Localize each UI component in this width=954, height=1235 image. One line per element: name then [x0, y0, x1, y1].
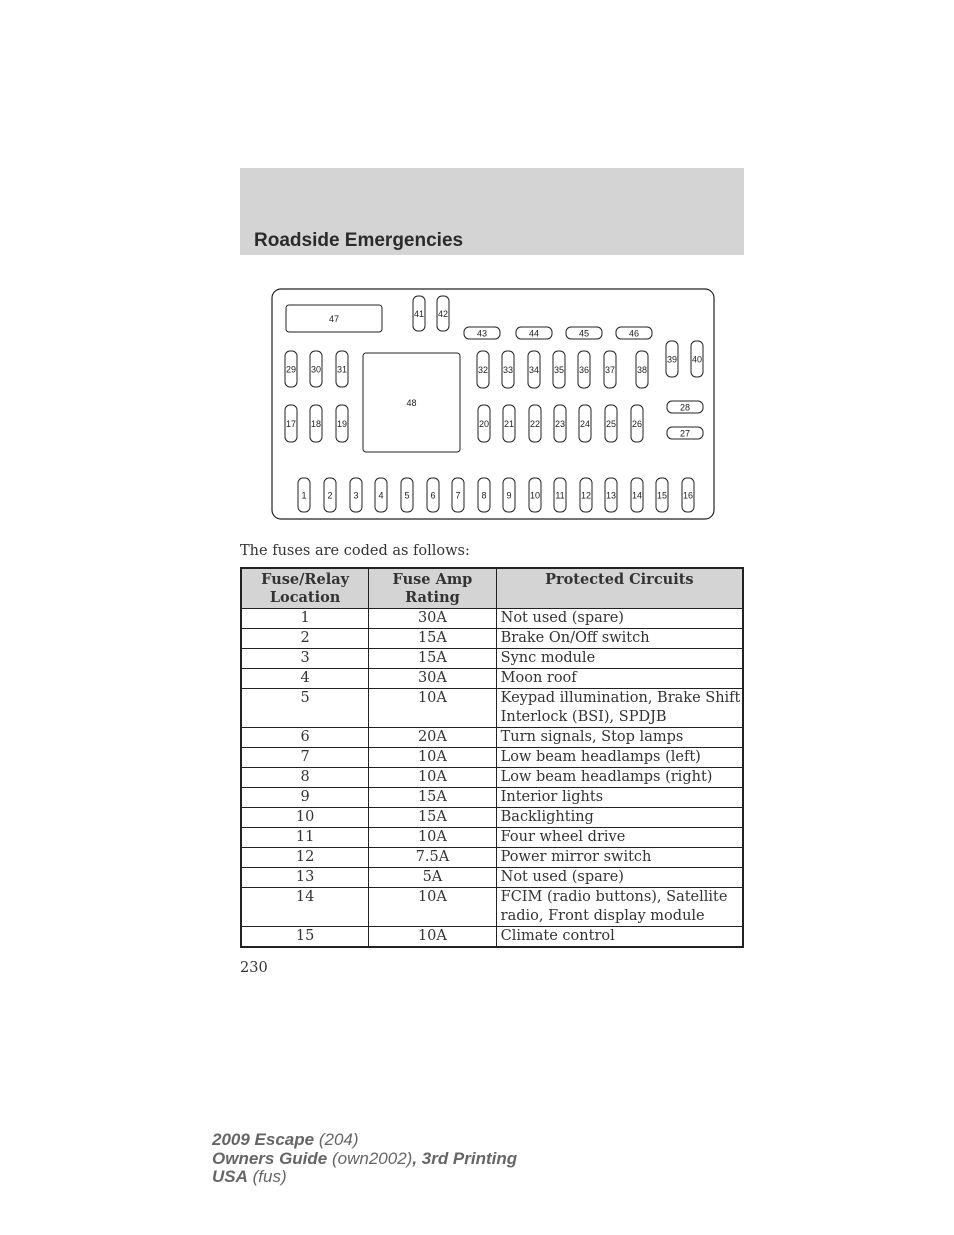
- table-row: [241, 788, 743, 808]
- fuse-label: 42: [437, 308, 449, 319]
- table-row: [241, 669, 743, 689]
- fuse-label: 3: [353, 490, 359, 501]
- table-row: [241, 828, 743, 848]
- table-row: [241, 689, 743, 728]
- fuse-label: 9: [506, 490, 512, 501]
- table-row: [241, 888, 743, 927]
- section-title: Roadside Emergencies: [254, 230, 464, 251]
- fuse-11: [554, 478, 566, 512]
- fuse-label: 20: [478, 418, 490, 429]
- protected-circuit-cell: Low beam headlamps (left): [496, 748, 743, 768]
- fuse-42: [437, 296, 449, 331]
- protected-circuit-cell: Low beam headlamps (right): [496, 768, 743, 788]
- table-row: [241, 808, 743, 828]
- protected-circuit-cell: Interior lights: [496, 788, 743, 808]
- fuse-label: 21: [503, 418, 515, 429]
- fuse-16: [682, 478, 694, 512]
- fuse-44: [516, 327, 552, 339]
- fuse-14: [631, 478, 643, 512]
- fuse-39: [666, 341, 678, 377]
- fuse-17: [285, 405, 297, 442]
- fuse-label: 46: [628, 328, 640, 339]
- fuse-3: [350, 478, 362, 512]
- fuse-label: 30: [310, 364, 322, 375]
- fuse-12: [580, 478, 592, 512]
- fuse-label: 48: [406, 397, 417, 408]
- fuse-13: [605, 478, 617, 512]
- protected-circuit-cell: Keypad illumination, Brake Shift Interlock (BSI), SPDJB: [496, 689, 743, 728]
- amp-rating-cell: 10A: [369, 888, 496, 927]
- fuse-5: [401, 478, 413, 512]
- protected-circuit-cell: Power mirror switch: [496, 848, 743, 868]
- fuse-label: 23: [554, 418, 566, 429]
- fuse-label: 41: [413, 308, 425, 319]
- table-row: [241, 748, 743, 768]
- fuse-label: 31: [336, 364, 348, 375]
- fuse-location-cell: 3: [241, 649, 369, 669]
- page-number: 230: [240, 960, 268, 976]
- fuse-label: 6: [430, 490, 436, 501]
- fuse-38: [636, 351, 648, 388]
- amp-rating-cell: 10A: [369, 748, 496, 768]
- fuse-label: 45: [578, 328, 590, 339]
- fuse-label: 27: [679, 428, 691, 439]
- fuse-18: [310, 405, 322, 442]
- fuse-label: 44: [528, 328, 540, 339]
- fuse-label: 35: [553, 364, 565, 375]
- fuse-43: [464, 327, 500, 339]
- fuse-37: [604, 351, 616, 388]
- amp-rating-cell: 10A: [369, 768, 496, 788]
- fuse-label: 12: [580, 490, 592, 501]
- fuse-6: [427, 478, 439, 512]
- fuse-2: [324, 478, 336, 512]
- fuse-32: [477, 351, 489, 388]
- fuse-19: [336, 405, 348, 442]
- fuse-21: [503, 405, 515, 442]
- amp-rating-cell: 7.5A: [369, 848, 496, 868]
- amp-rating-cell: 15A: [369, 629, 496, 649]
- fuse-7: [452, 478, 464, 512]
- fuse-27: [667, 427, 703, 439]
- footer-line-1: 2009 Escape (204): [212, 1130, 359, 1149]
- fuse-36: [578, 351, 590, 388]
- table-row: [241, 728, 743, 748]
- fuse-label: 43: [476, 328, 488, 339]
- fuse-34: [528, 351, 540, 388]
- fuse-30: [310, 351, 322, 387]
- fuse-label: 39: [666, 354, 678, 365]
- fuse-location-cell: 4: [241, 669, 369, 689]
- fuse-24: [579, 405, 591, 442]
- amp-rating-cell: 10A: [369, 828, 496, 848]
- amp-rating-cell: 30A: [369, 609, 496, 629]
- fuse-22: [529, 405, 541, 442]
- fuse-label: 29: [285, 364, 297, 375]
- fuse-location-cell: 2: [241, 629, 369, 649]
- table-row: [241, 609, 743, 629]
- fuse-8: [478, 478, 490, 512]
- fuse-20: [478, 405, 490, 442]
- fuse-40: [691, 341, 703, 377]
- fuse-label: 5: [404, 490, 410, 501]
- table-header-row: [241, 568, 743, 609]
- fuse-location-cell: 5: [241, 689, 369, 728]
- table-row: [241, 927, 743, 948]
- fuse-33: [502, 351, 514, 388]
- fuse-label: 11: [555, 490, 565, 501]
- protected-circuit-cell: Brake On/Off switch: [496, 629, 743, 649]
- fuse-label: 34: [528, 364, 540, 375]
- amp-rating-cell: 15A: [369, 808, 496, 828]
- section-header-band: [240, 168, 744, 255]
- fuse-1: [298, 478, 310, 512]
- fuse-label: 18: [310, 418, 322, 429]
- fuse-31: [336, 351, 348, 387]
- amp-rating-cell: 5A: [369, 868, 496, 888]
- fuse-panel-diagram: [271, 288, 715, 520]
- fuse-table: [240, 567, 744, 948]
- protected-circuit-cell: Four wheel drive: [496, 828, 743, 848]
- fuse-41: [413, 296, 425, 331]
- fuse-location-cell: 10: [241, 808, 369, 828]
- header-protected-circuits: Protected Circuits: [496, 568, 743, 609]
- fuse-48: [363, 353, 460, 452]
- amp-rating-cell: 10A: [369, 927, 496, 948]
- fuse-label: 47: [328, 313, 340, 324]
- table-row: [241, 868, 743, 888]
- fuse-4: [375, 478, 387, 512]
- footer: [212, 1131, 517, 1187]
- fuse-label: 40: [691, 354, 703, 365]
- header-location: Fuse/Relay Location: [241, 568, 369, 609]
- fuse-10: [529, 478, 541, 512]
- protected-circuit-cell: FCIM (radio buttons), Satellite radio, Front display module: [496, 888, 743, 927]
- fuse-location-cell: 6: [241, 728, 369, 748]
- fuse-label: 24: [579, 418, 591, 429]
- fuse-28: [667, 401, 703, 413]
- fuse-label: 16: [682, 490, 694, 501]
- amp-rating-cell: 15A: [369, 788, 496, 808]
- fuse-location-cell: 1: [241, 609, 369, 629]
- fuse-label: 36: [578, 364, 590, 375]
- protected-circuit-cell: Turn signals, Stop lamps: [496, 728, 743, 748]
- fuse-label: 32: [477, 364, 489, 375]
- fuse-location-cell: 15: [241, 927, 369, 948]
- fuse-label: 17: [285, 418, 297, 429]
- fuse-label: 22: [529, 418, 541, 429]
- fuse-15: [656, 478, 668, 512]
- table-row: [241, 629, 743, 649]
- header-amp-rating: Fuse Amp Rating: [369, 568, 496, 609]
- footer-line-3: USA (fus): [212, 1167, 287, 1186]
- fuse-location-cell: 9: [241, 788, 369, 808]
- fuse-35: [553, 351, 565, 388]
- fuse-location-cell: 11: [241, 828, 369, 848]
- amp-rating-cell: 30A: [369, 669, 496, 689]
- table-row: [241, 768, 743, 788]
- fuse-location-cell: 12: [241, 848, 369, 868]
- fuse-label: 19: [336, 418, 348, 429]
- amp-rating-cell: 20A: [369, 728, 496, 748]
- fuse-location-cell: 14: [241, 888, 369, 927]
- fuse-47: [286, 305, 382, 332]
- fuse-label: 37: [604, 364, 616, 375]
- amp-rating-cell: 10A: [369, 689, 496, 728]
- fuse-label: 2: [327, 490, 333, 501]
- protected-circuit-cell: Sync module: [496, 649, 743, 669]
- footer-line-2: Owners Guide (own2002), 3rd Printing: [212, 1148, 518, 1168]
- fuse-label: 7: [455, 490, 461, 501]
- protected-circuit-cell: Not used (spare): [496, 868, 743, 888]
- protected-circuit-cell: Climate control: [496, 927, 743, 948]
- fuse-label: 1: [301, 490, 307, 501]
- intro-text: The fuses are coded as follows:: [240, 543, 470, 559]
- fuse-label: 4: [378, 490, 384, 501]
- table-row: [241, 649, 743, 669]
- fuse-label: 25: [605, 418, 617, 429]
- fuse-label: 14: [631, 490, 643, 501]
- fuse-label: 38: [636, 364, 648, 375]
- protected-circuit-cell: Backlighting: [496, 808, 743, 828]
- fuse-location-cell: 7: [241, 748, 369, 768]
- protected-circuit-cell: Moon roof: [496, 669, 743, 689]
- fuse-location-cell: 8: [241, 768, 369, 788]
- fuse-label: 13: [605, 490, 617, 501]
- table-row: [241, 848, 743, 868]
- fuse-label: 8: [481, 490, 487, 501]
- fuse-46: [616, 327, 652, 339]
- fuse-label: 15: [656, 490, 668, 501]
- fuse-9: [503, 478, 515, 512]
- fuse-26: [631, 405, 643, 442]
- fuse-23: [554, 405, 566, 442]
- fuse-label: 33: [502, 364, 514, 375]
- fuse-29: [285, 351, 297, 387]
- fuse-label: 26: [631, 418, 643, 429]
- protected-circuit-cell: Not used (spare): [496, 609, 743, 629]
- fuse-25: [605, 405, 617, 442]
- fuse-label: 28: [679, 402, 691, 413]
- fuse-location-cell: 13: [241, 868, 369, 888]
- amp-rating-cell: 15A: [369, 649, 496, 669]
- fuse-45: [566, 327, 602, 339]
- fuse-label: 10: [529, 490, 541, 501]
